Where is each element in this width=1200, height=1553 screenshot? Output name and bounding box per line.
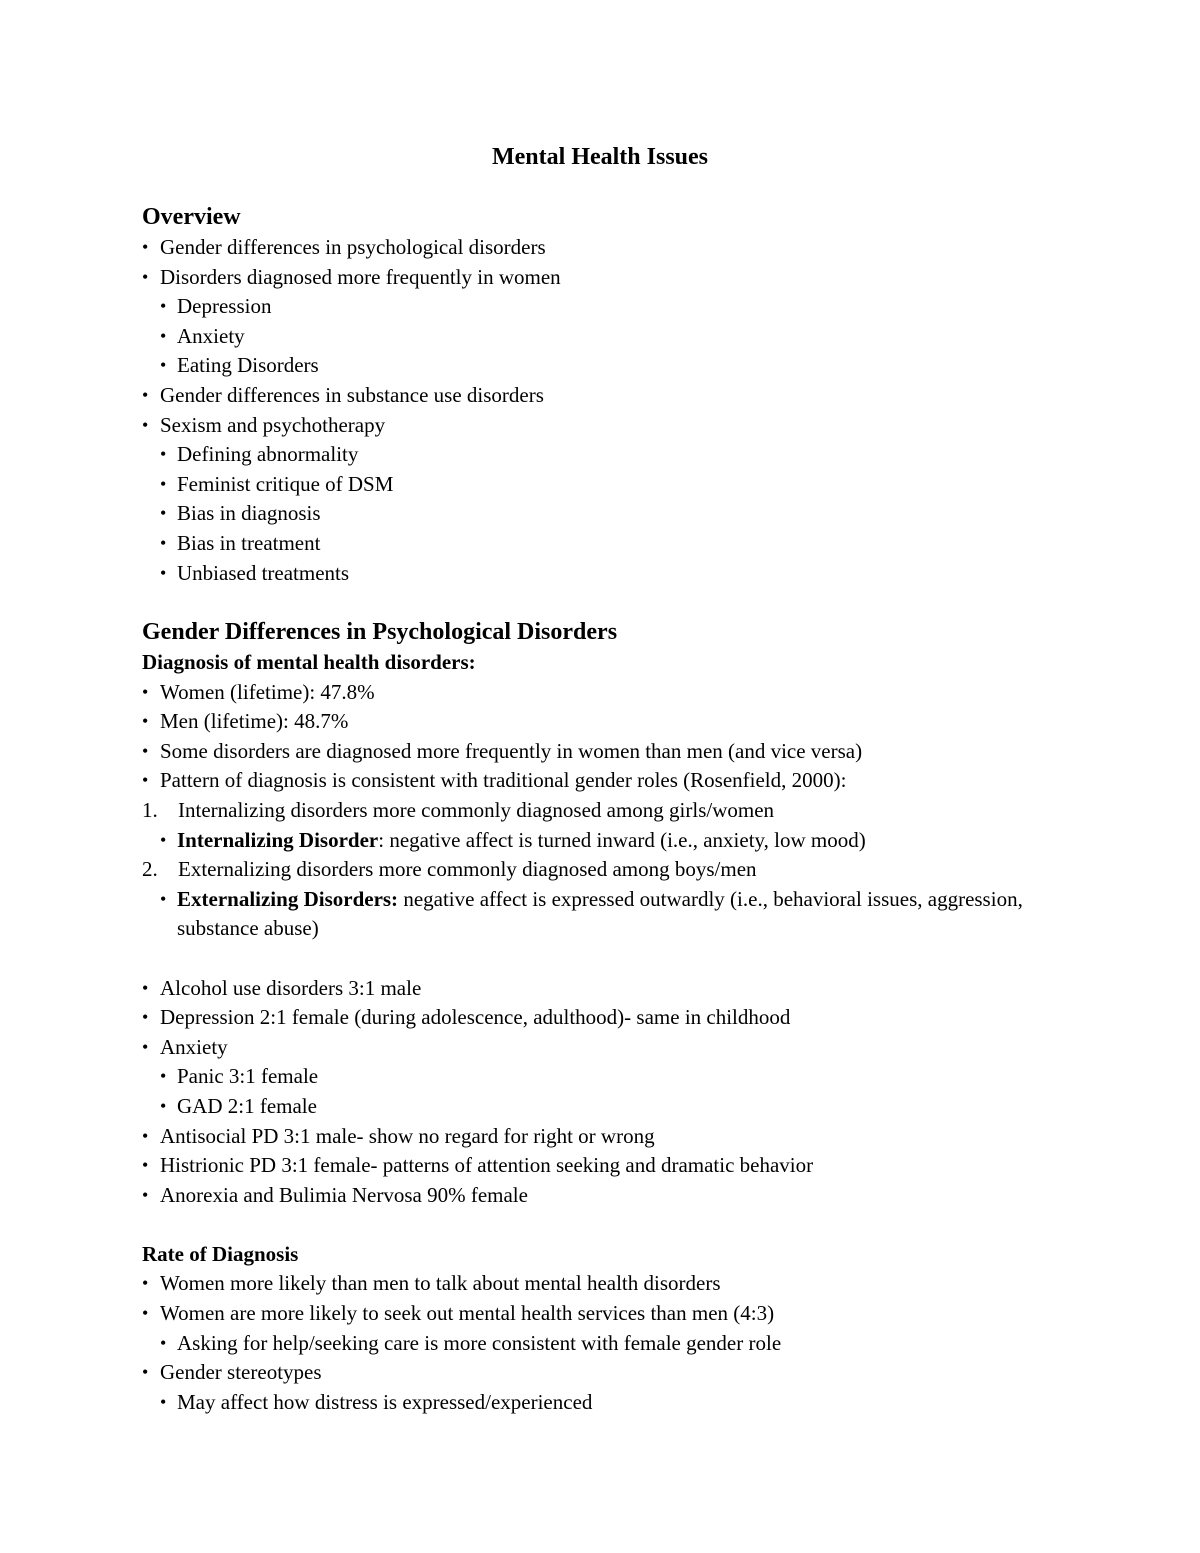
overview-heading: Overview: [142, 204, 241, 230]
list-item: [142, 678, 1102, 708]
rate-of-diagnosis-heading: Rate of Diagnosis: [142, 1241, 299, 1266]
bullet-icon: •: [142, 414, 149, 435]
list-item-text: Pattern of diagnosis is consistent with traditional gender roles (Rosenfield, 2000):: [160, 768, 847, 793]
sub-list-item: [142, 1062, 1102, 1092]
list-item-text: Anxiety: [177, 323, 245, 348]
list-item: [142, 1003, 1102, 1033]
numbered-item: [142, 855, 1102, 885]
sub-list-item: [142, 1092, 1102, 1122]
definition-item: [142, 885, 1102, 944]
bullet-icon: •: [160, 503, 167, 524]
list-item: [142, 707, 1102, 737]
list-item-text: Defining abnormality: [177, 442, 359, 467]
sub-list-item: [142, 1329, 1102, 1359]
list-item-text: Depression: [177, 294, 272, 319]
bullet-icon: •: [160, 532, 167, 553]
bullet-icon: •: [160, 829, 167, 850]
list-item-text: Eating Disorders: [177, 353, 319, 378]
sub-list-item: [142, 1388, 1102, 1418]
bullet-icon: •: [142, 681, 149, 702]
list-item-text: Gender differences in substance use disorders: [160, 382, 544, 407]
bullet-icon: •: [142, 711, 149, 732]
bullet-icon: •: [142, 1362, 149, 1383]
list-item-text: Panic 3:1 female: [177, 1064, 319, 1089]
list-item-text: GAD 2:1 female: [177, 1093, 317, 1118]
bullet-icon: •: [160, 325, 167, 346]
list-item-text: Depression 2:1 female (during adolescence, adulthood)- same in childhood: [160, 1005, 791, 1030]
bullet-icon: •: [142, 1007, 149, 1028]
list-item: [142, 1122, 1102, 1152]
numbered-item-text: Externalizing disorders more commonly diagnosed among boys/men: [178, 857, 757, 882]
bullet-icon: •: [142, 977, 149, 998]
bullet-icon: •: [160, 355, 167, 376]
list-item-text: Disorders diagnosed more frequently in women: [160, 264, 561, 289]
list-item-text: Alcohol use disorders 3:1 male: [160, 975, 422, 1000]
numbered-item: [142, 796, 1102, 826]
bullet-icon: •: [142, 237, 149, 257]
list-item-text: Women more likely than men to talk about mental health disorders: [160, 1271, 721, 1296]
bullet-icon: •: [142, 266, 149, 287]
definition-term: Internalizing Disorder: [177, 827, 379, 852]
sub-list-item: [142, 559, 1102, 589]
diagnosis-list: [142, 678, 1102, 796]
bullet-icon: •: [142, 384, 149, 405]
bullet-icon: •: [142, 740, 149, 761]
document-title: Mental Health Issues: [492, 144, 708, 170]
sub-list-item: [142, 499, 1102, 529]
list-item: [142, 1269, 1102, 1299]
overview-section: [142, 201, 1102, 588]
bullet-icon: •: [160, 562, 167, 583]
bullet-icon: •: [160, 473, 167, 494]
list-item-text: Men (lifetime): 48.7%: [160, 709, 349, 734]
list-item-text: Asking for help/seeking care is more consistent with female gender role: [177, 1330, 782, 1355]
bullet-icon: •: [142, 770, 149, 791]
definition-item: [142, 826, 1102, 856]
list-item-text: Unbiased treatments: [177, 560, 350, 585]
list-item: [142, 1181, 1102, 1211]
bullet-icon: •: [142, 1273, 149, 1294]
list-item-text: May affect how distress is expressed/experienced: [177, 1389, 593, 1414]
list-item: [142, 263, 1102, 293]
bullet-icon: •: [142, 1125, 149, 1146]
sub-list-item: [142, 470, 1102, 500]
sub-list-item: [142, 322, 1102, 352]
list-item-text: Gender stereotypes: [160, 1360, 322, 1385]
list-item: [142, 1299, 1102, 1329]
list-item: [142, 737, 1102, 767]
list-item: [142, 1358, 1102, 1388]
bullet-icon: •: [160, 296, 167, 317]
definition-text: : negative affect is turned inward (i.e., anxiety, low mood): [378, 827, 866, 852]
diagnosis-subheading: Diagnosis of mental health disorders:: [142, 650, 476, 674]
list-item: [142, 1151, 1102, 1181]
list-item: [142, 1033, 1102, 1063]
sub-list-item: [142, 351, 1102, 381]
list-item-text: Bias in treatment: [177, 530, 321, 555]
rate-of-diagnosis-list: [142, 1269, 1102, 1417]
definition-term: Externalizing Disorders:: [177, 886, 399, 911]
list-item-text: Women are more likely to seek out mental health services than men (4:3): [160, 1301, 775, 1326]
numbered-item-text: Internalizing disorders more commonly diagnosed among girls/women: [178, 797, 775, 822]
list-item-text: Histrionic PD 3:1 female- patterns of attention seeking and dramatic behavior: [160, 1153, 814, 1178]
definition-text: negative affect is expressed outwardly (i.e., behavioral issues, aggression, substance abuse): [177, 886, 1023, 941]
list-item-text: Anxiety: [160, 1034, 228, 1059]
list-item-text: Sexism and psychotherapy: [160, 412, 386, 437]
overview-list: [142, 233, 1102, 588]
list-item: [142, 974, 1102, 1004]
gender-differences-section: [142, 616, 1102, 1417]
list-item: [142, 411, 1102, 441]
list-item-text: Antisocial PD 3:1 male- show no regard for right or wrong: [160, 1123, 655, 1148]
list-item: [142, 766, 1102, 796]
list-item: [142, 381, 1102, 411]
list-item-text: Feminist critique of DSM: [177, 471, 394, 496]
prevalence-list: [142, 974, 1102, 1211]
bullet-icon: •: [160, 1095, 167, 1116]
sub-list-item: [142, 440, 1102, 470]
sub-list-item: [142, 292, 1102, 322]
sub-list-item: [142, 529, 1102, 559]
item-number: 1.: [142, 797, 158, 822]
bullet-icon: •: [142, 1303, 149, 1324]
bullet-icon: •: [142, 1155, 149, 1176]
bullet-icon: •: [142, 1184, 149, 1205]
bullet-icon: •: [160, 444, 167, 465]
gender-differences-heading: Gender Differences in Psychological Disorders: [142, 619, 618, 645]
item-number: 2.: [142, 857, 158, 882]
bullet-icon: •: [160, 1391, 167, 1412]
bullet-icon: •: [160, 888, 167, 909]
list-item: [142, 233, 1102, 263]
list-item-text: Bias in diagnosis: [177, 501, 321, 526]
list-item-text: Anorexia and Bulimia Nervosa 90% female: [160, 1182, 528, 1207]
list-item-text: Women (lifetime): 47.8%: [160, 679, 375, 704]
bullet-icon: •: [160, 1332, 167, 1353]
list-item-text: Some disorders are diagnosed more frequently in women than men (and vice versa): [160, 738, 863, 763]
bullet-icon: •: [142, 1036, 149, 1057]
list-item-text: Gender differences in psychological disorders: [160, 235, 546, 259]
bullet-icon: •: [160, 1066, 167, 1087]
